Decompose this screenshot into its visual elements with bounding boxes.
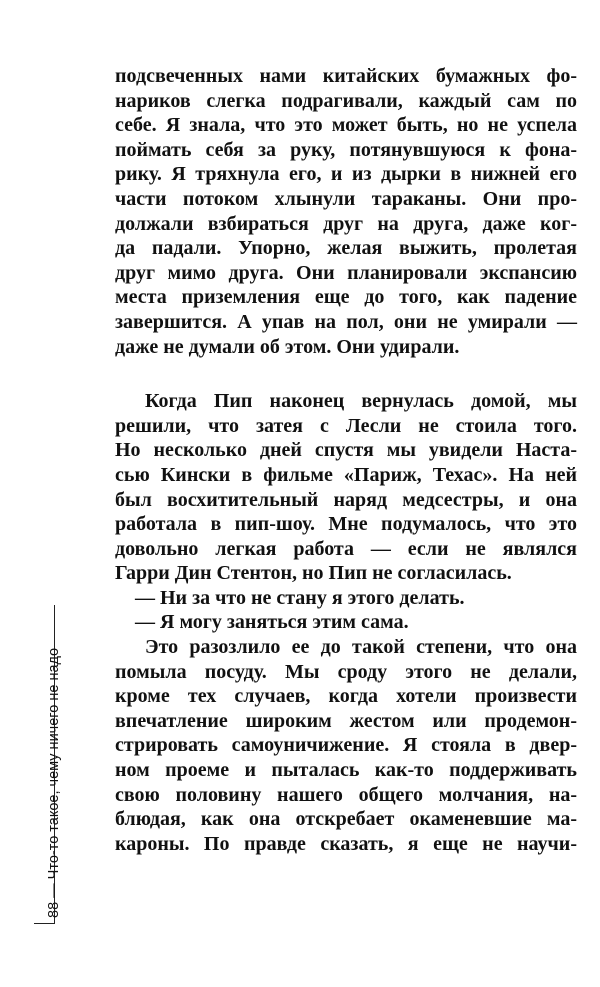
text-line: себе. Я знала, что это может быть, но не успела [115, 114, 577, 137]
text-line: да падали. Упорно, желая выжить, пролетая [115, 237, 577, 260]
paragraph-2 [115, 389, 577, 586]
text-line: места приземления еще до того, как падение [115, 286, 577, 309]
text-line: подсвеченных нами китайских бумажных фо- [115, 65, 577, 87]
text-line: завершится. А упав на пол, они не умирали — [115, 310, 577, 333]
text-line: был восхитительный наряд медсестры, и она [115, 488, 577, 511]
text-line: Гарри Дин Стентон, но Пип не согласилась. [115, 562, 512, 585]
paragraph-3 [115, 635, 577, 856]
text-line: впечатление широким жестом или продемон- [115, 709, 577, 732]
text-line: свою половину нашего общего молчания, на- [115, 783, 577, 806]
text-line: помыла посуду. Мы сроду этого не делали, [115, 660, 577, 683]
section-break [115, 359, 577, 389]
text-line: Когда Пип наконец вернулась домой, мы [145, 390, 577, 413]
text-line: части потоком хлынули тараканы. Они про- [115, 187, 577, 210]
running-head: 88 — Что-то такое, чему ничего не надо [46, 647, 62, 918]
text-line: Но несколько дней спустя мы увидели Наста- [115, 439, 577, 462]
text-line: работала в пип-шоу. Мне подумалось, что это [115, 513, 577, 536]
text-line: сью Кински в фильме «Париж, Техас». На ней [115, 463, 577, 486]
text-line: нариков слегка подрагивали, каждый сам по [115, 89, 577, 112]
text-line: кроме тех случаев, когда хотели произвести [115, 685, 577, 708]
text-line: Это разозлило ее до такой степени, что она [145, 636, 577, 659]
dialogue-line: — Я могу заняться этим сама. [135, 611, 409, 634]
text-line: блюдая, как она отскребает окаменевшие ма- [115, 808, 577, 831]
text-line: даже не думали об этом. Они удирали. [115, 335, 460, 358]
text-line: ном проеме и пыталась как-то поддерживать [115, 759, 577, 782]
text-line: должали взбираться друг на друга, даже ког- [115, 212, 577, 235]
text-line: друг мимо друга. Они планировали экспансию [115, 261, 577, 284]
text-line: стрировать самоуничижение. Я стояла в двер- [115, 734, 577, 757]
page-body [115, 64, 577, 856]
text-line: поймать себя за руку, потянувшуюся к фона- [115, 138, 577, 161]
text-line: решили, что затея с Лесли не стоила того. [115, 414, 577, 437]
paragraph-1 [115, 64, 577, 359]
text-line: довольно легкая работа — если не являлся [115, 537, 577, 560]
dialogue-line: — Ни за что не стану я этого делать. [135, 586, 465, 609]
text-line: рику. Я тряхнула его, и из дырки в нижней его [115, 163, 577, 186]
text-line: кароны. По правде сказать, я еще не научи- [115, 832, 577, 855]
